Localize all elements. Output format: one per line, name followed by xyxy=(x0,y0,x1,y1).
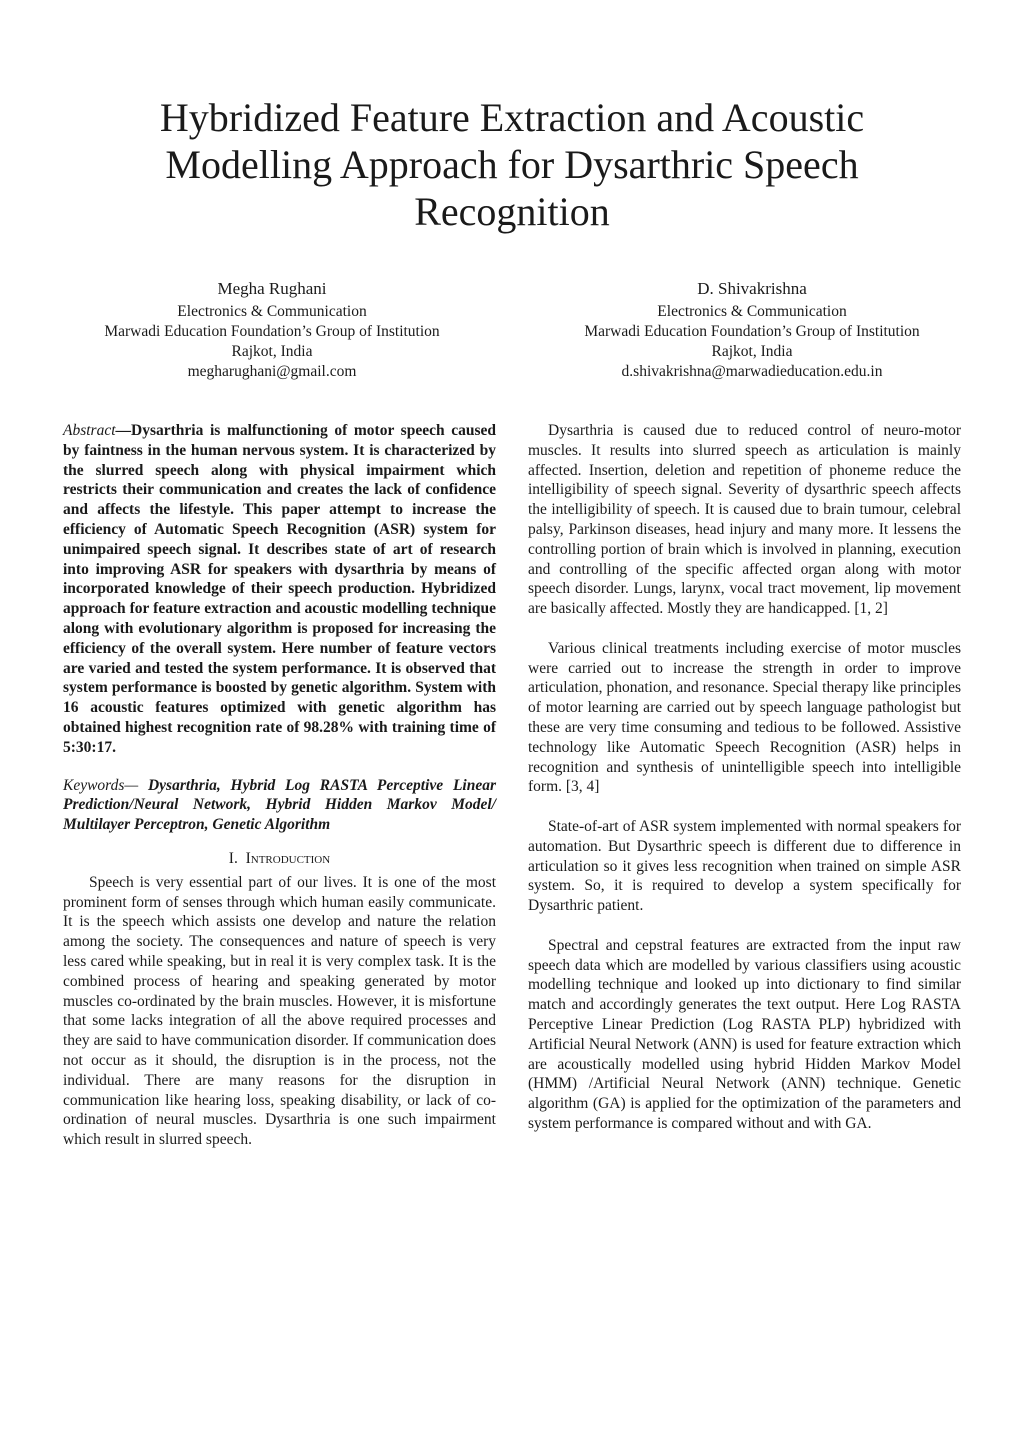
body-paragraph: Various clinical treatments including exercise of motor muscles were carried out to increase the strength in order to improve articulation, phonation, and resonance. Special therapy like principles of motor learning are carried out by speech language pathologist but these are very time consuming and tedious to be followed. Assistive technology like Automatic Speech Recognition (ASR) helps in recognition and synthesis of unintelligible speech into intelligible form. [3, 4] xyxy=(528,639,961,796)
author-name: Megha Rughani xyxy=(217,279,327,298)
author-email: megharughani@gmail.com xyxy=(187,363,357,380)
author-department: Electronics & Communication xyxy=(177,303,367,320)
author-institution: Marwadi Education Foundation’s Group of Institution xyxy=(584,323,920,340)
section-number: I. xyxy=(228,849,238,867)
author-block-1 xyxy=(62,278,482,382)
abstract-label: Abstract xyxy=(63,422,116,439)
keywords xyxy=(63,776,496,835)
author-institution: Marwadi Education Foundation’s Group of Institution xyxy=(104,323,440,340)
author-location: Rajkot, India xyxy=(231,343,313,360)
author-name: D. Shivakrishna xyxy=(697,279,807,298)
author-location: Rajkot, India xyxy=(711,343,793,360)
author-department: Electronics & Communication xyxy=(657,303,847,320)
body-paragraph: Spectral and cepstral features are extracted from the input raw speech data which are modelled by various classifiers using acoustic modelling technique and looked up into dictionary to find similar match and accordingly generates the text output. Here Log RASTA Perceptive Linear Prediction (Log RASTA PLP) hybridized with Artificial Neural Network (ANN) is used for feature extraction which are acoustically modelled using hybrid Hidden Markov Model (HMM) /Artificial Neural Network (ANN) technique. Genetic algorithm (GA) is applied for the optimization of the parameters and system performance is compared without and with GA. xyxy=(528,936,961,1132)
section-title: Introduction xyxy=(245,849,331,867)
body-paragraph: Dysarthria is caused due to reduced control of neuro-motor muscles. It results into slurred speech as articulation is mainly affected. Insertion, deletion and repetition of phoneme reduce the intelligibility of speech signal. Severity of dysarthric speech affects the intelligibility of speech. It is caused due to brain tumour, celebral palsy, Parkinson diseases, head injury and many more. It lessens the controlling portion of brain which is involved in planning, execution and controlling of the specific affected organ along with motor speech disorder. Lungs, larynx, vocal tract movement, lip movement are basically affected. Mostly they are handicapped. [1, 2] xyxy=(528,422,961,618)
keywords-text: Dysarthria, Hybrid Log RASTA Perceptive Linear Prediction/Neural Network, Hybrid Hidden Markov Model/ Multilayer Perceptron, Genetic Algorithm xyxy=(63,776,496,834)
author-email: d.shivakrishna@marwadieducation.edu.in xyxy=(621,363,883,380)
author-block-2 xyxy=(542,278,962,382)
left-column xyxy=(63,421,496,1150)
paper-title: Hybridized Feature Extraction and Acoustic Modelling Approach for Dysarthric Speech Recognition xyxy=(159,95,865,234)
abstract xyxy=(63,421,496,758)
section-heading-introduction xyxy=(63,849,496,869)
body-paragraph: State-of-art of ASR system implemented with normal speakers for automation. But Dysarthric speech is different due to difference in articulation so it gives less recognition when trained on simple ASR system. So, it is required to develop a system specifically for Dysarthric patient. xyxy=(528,817,961,915)
right-column xyxy=(528,421,961,1153)
abstract-text: —Dysarthria is malfunctioning of motor speech caused by faintness in the human nervous system. It is characterized by the slurred speech along with physical impairment which restricts their communication and creates the lack of confidence and affects the lifestyle. This paper attempt to increase the efficiency of Automatic Speech Recognition (ASR) system for unimpaired speech signal. It describes state of art of research into improving ASR for speakers with dysarthria by means of incorporated knowledge of their speech production. Hybridized approach for feature extraction and acoustic modelling technique along with evolutionary algorithm is proposed for increasing the efficiency of the overall system. Here number of feature vectors are varied and tested the system performance. It is observed that system performance is boosted by genetic algorithm. System with 16 acoustic features optimized with genetic algorithm has obtained highest recognition rate of 98.28% with training time of 5:30:17. xyxy=(63,422,496,756)
keywords-label: Keywords— xyxy=(63,776,139,794)
introduction-paragraph: Speech is very essential part of our lives. It is one of the most prominent form of senses through which human easily communicate. It is the speech which assists one develop and nature the relation among the society. The consequences and nature of speech is very less cared while speaking, but in real it is very complex task. It is the combined process of hearing and speaking generated by motor muscles co-ordinated by the brain muscles. However, it is misfortune that some lacks integration of all the above required processes and they are said to have communication disorder. If communication does not occur as it should, the disruption is in the process, not the individual. There are many reasons for the disruption in communication like hearing loss, speaking disability, or lack of co-ordination of neural muscles. Dysarthria is one such impairment which result in slurred speech. xyxy=(63,873,496,1149)
